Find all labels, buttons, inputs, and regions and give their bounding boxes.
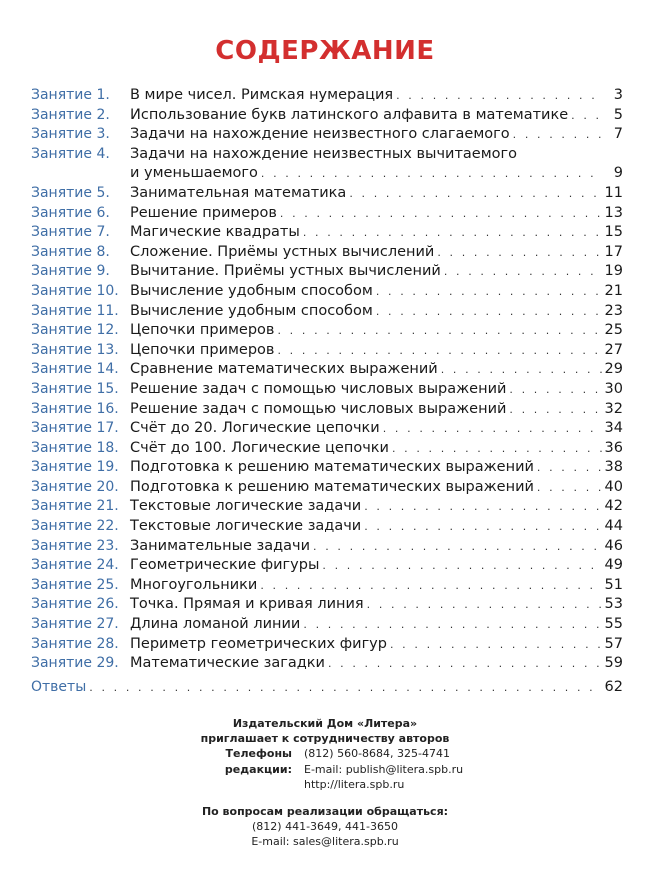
toc-entry-title: Геометрические фигуры xyxy=(130,557,320,574)
dot-leader xyxy=(537,478,602,498)
publisher-footer xyxy=(0,716,650,850)
dot-leader xyxy=(364,497,601,517)
toc-lesson-label: Занятие 1. xyxy=(31,87,110,103)
toc-page-number: 44 xyxy=(604,518,623,535)
toc-entry-title: Подготовка к решению математических выражений xyxy=(130,478,534,495)
toc-lesson-label: Занятие 26. xyxy=(31,596,119,613)
toc-lesson-label: Занятие 21. xyxy=(31,498,119,515)
toc-row xyxy=(31,419,623,439)
toc-lesson-label: Занятие 16. xyxy=(31,400,119,417)
toc-entry-title: Магические квадраты xyxy=(130,224,300,241)
toc-page-number: 32 xyxy=(604,400,623,417)
answers-label: Ответы xyxy=(31,678,87,695)
toc-page-number: 5 xyxy=(613,106,623,123)
dot-leader xyxy=(328,654,602,674)
toc-lesson-label: Занятие 24. xyxy=(31,557,119,574)
toc-entry-title: Решение задач с помощью числовых выражений xyxy=(130,380,507,397)
dot-leader xyxy=(509,400,601,420)
toc-lesson-label: Занятие 6. xyxy=(31,204,110,221)
toc-entry-title: Счёт до 20. Логические цепочки xyxy=(130,420,380,437)
toc-row xyxy=(31,360,623,380)
toc-row xyxy=(31,615,623,635)
toc-row xyxy=(31,184,623,204)
toc-lesson-label: Занятие 23. xyxy=(31,537,119,554)
toc-entry-title: Периметр геометрических фигур xyxy=(130,635,387,652)
dot-leader xyxy=(537,458,602,478)
toc-lesson-label: Занятие 14. xyxy=(31,361,119,378)
sales-email: E-mail: sales@litera.spb.ru xyxy=(251,835,399,849)
dot-leader xyxy=(376,282,602,302)
toc-row xyxy=(31,125,623,145)
toc-row xyxy=(31,595,623,615)
dot-leader xyxy=(571,106,602,126)
toc-entry-title: Текстовые логические задачи xyxy=(130,518,362,535)
dot-leader xyxy=(444,262,602,282)
toc-row xyxy=(31,439,623,459)
toc-entry-title: и уменьшаемого xyxy=(130,165,258,182)
toc-entry-title: Подготовка к решению математических выражений xyxy=(130,459,534,476)
toc-lesson-label: Занятие 7. xyxy=(31,224,110,241)
toc-lesson-label: Занятие 2. xyxy=(31,106,110,123)
toc-lesson-label: Занятие 22. xyxy=(31,518,119,535)
toc-page-number: 40 xyxy=(604,478,623,495)
toc-page-number: 17 xyxy=(604,243,623,260)
publisher-name: Издательский Дом «Литера» xyxy=(232,717,418,730)
dot-leader xyxy=(277,341,601,361)
toc-lesson-label: Занятие 20. xyxy=(31,478,119,495)
toc-page-number: 53 xyxy=(604,596,623,613)
editorial-phones: (812) 560-8684, 325-4741 xyxy=(304,747,450,761)
toc-page-number: 9 xyxy=(613,165,623,182)
toc-lesson-label: Занятие 27. xyxy=(31,616,119,633)
dot-leader xyxy=(313,537,602,557)
toc-entry-title: Математические загадки xyxy=(130,655,325,672)
toc-entry-title: Многоугольники xyxy=(130,576,258,593)
toc-page-number: 30 xyxy=(604,380,623,397)
toc-entry-title: В мире чисел. Римская нумерация xyxy=(130,87,394,103)
toc-row xyxy=(31,321,623,341)
toc-lesson-label: Занятие 8. xyxy=(31,243,110,260)
toc-entry-title: Длина ломаной линии xyxy=(130,616,301,633)
toc-entry-title: Сложение. Приёмы устных вычислений xyxy=(130,243,435,260)
toc-page-number: 3 xyxy=(613,87,623,103)
publisher-invite: приглашает к сотрудничеству авторов xyxy=(200,732,450,746)
toc-entry-title: Счёт до 100. Логические цепочки xyxy=(130,439,389,456)
toc-page-number: 51 xyxy=(604,576,623,593)
dot-leader xyxy=(367,595,602,615)
toc-lesson-label: Занятие 10. xyxy=(31,282,119,299)
toc-lesson-label: Занятие 18. xyxy=(31,439,119,456)
toc-lesson-label: Занятие 11. xyxy=(31,302,119,319)
toc-page-number: 23 xyxy=(604,302,623,319)
dot-leader xyxy=(89,678,601,698)
page-title: СОДЕРЖАНИЕ xyxy=(215,36,435,66)
toc-entry-title: Задачи на нахождение неизвестных вычитаемого xyxy=(130,145,518,162)
publisher-site: http://litera.spb.ru xyxy=(304,777,405,791)
toc-entry-title: Сравнение математических выражений xyxy=(130,361,438,378)
dot-leader xyxy=(303,615,601,635)
toc-lesson-label: Занятие 25. xyxy=(31,576,119,593)
toc-row xyxy=(31,654,623,674)
toc-row xyxy=(31,106,623,126)
toc-entry-title: Цепочки примеров xyxy=(130,322,275,339)
table-of-contents xyxy=(31,86,623,697)
toc-page-number: 57 xyxy=(604,635,623,652)
toc-row xyxy=(31,537,623,557)
toc-lesson-label: Занятие 15. xyxy=(31,380,119,397)
toc-lesson-label: Занятие 4. xyxy=(31,145,110,162)
dot-leader xyxy=(260,576,601,596)
toc-row xyxy=(31,204,623,224)
toc-row xyxy=(31,243,623,263)
dot-leader xyxy=(349,184,601,204)
toc-entry-title: Занимательные задачи xyxy=(130,537,311,554)
toc-row xyxy=(31,497,623,517)
toc-page-number: 25 xyxy=(604,322,623,339)
toc-page-number: 46 xyxy=(604,537,623,554)
toc-lesson-label: Занятие 28. xyxy=(31,635,119,652)
toc-page-number: 11 xyxy=(604,184,623,201)
toc-entry-title: Цепочки примеров xyxy=(130,341,275,358)
toc-page-number: 19 xyxy=(604,263,623,280)
toc-row xyxy=(31,262,623,282)
toc-row xyxy=(31,458,623,478)
toc-entry-title: Вычитание. Приёмы устных вычислений xyxy=(130,263,441,280)
toc-page-number: 49 xyxy=(604,557,623,574)
toc-entry-title: Вычисление удобным способом xyxy=(130,302,373,319)
toc-page-number: 36 xyxy=(604,439,623,456)
toc-row xyxy=(31,282,623,302)
toc-lesson-label: Занятие 13. xyxy=(31,341,119,358)
toc-page-number: 59 xyxy=(604,655,623,672)
toc-lesson-label: Занятие 17. xyxy=(31,420,119,437)
toc-page-number: 21 xyxy=(604,282,623,299)
toc-row xyxy=(31,145,623,184)
toc-row xyxy=(31,223,623,243)
toc-entry-title: Текстовые логические задачи xyxy=(130,498,362,515)
dot-leader xyxy=(322,556,601,576)
toc-entry-title: Вычисление удобным способом xyxy=(130,282,373,299)
toc-page-number: 55 xyxy=(604,616,623,633)
dot-leader xyxy=(392,439,602,459)
toc-lesson-label: Занятие 19. xyxy=(31,459,119,476)
toc-row xyxy=(31,478,623,498)
toc-page-number: 27 xyxy=(604,341,623,358)
toc-lesson-label: Занятие 29. xyxy=(31,655,119,672)
answers-page-number: 62 xyxy=(604,678,623,695)
dot-leader xyxy=(277,321,601,341)
toc-entry-title: Задачи на нахождение неизвестного слагаемого xyxy=(130,126,510,143)
toc-entry-title: Решение задач с помощью числовых выражений xyxy=(130,400,507,417)
toc-page-number: 15 xyxy=(604,224,623,241)
dot-leader xyxy=(390,635,602,655)
toc-row xyxy=(31,635,623,655)
toc-row xyxy=(31,341,623,361)
dot-leader xyxy=(280,204,602,224)
dot-leader xyxy=(261,164,602,184)
toc-row xyxy=(31,556,623,576)
sales-phones: (812) 441-3649, 441-3650 xyxy=(252,820,398,834)
toc-page-number: 42 xyxy=(604,498,623,515)
toc-lesson-label: Занятие 5. xyxy=(31,184,110,201)
editorial-contacts xyxy=(0,746,650,792)
toc-entry-title: Решение примеров xyxy=(130,204,277,221)
editorial-email: E-mail: publish@litera.spb.ru xyxy=(304,762,464,776)
toc-row xyxy=(31,86,623,106)
dot-leader xyxy=(396,86,602,106)
dot-leader xyxy=(383,419,602,439)
dot-leader xyxy=(513,125,602,145)
sales-heading: По вопросам реализации обращаться: xyxy=(201,805,449,819)
phones-label: Телефоны редакции: xyxy=(224,747,292,776)
dot-leader xyxy=(509,380,601,400)
toc-row xyxy=(31,302,623,322)
toc-row xyxy=(31,380,623,400)
toc-row xyxy=(31,576,623,596)
toc-page-number: 13 xyxy=(604,204,623,221)
dot-leader xyxy=(376,302,602,322)
toc-lesson-label: Занятие 9. xyxy=(31,263,110,280)
dot-leader xyxy=(364,517,601,537)
toc-page-number: 7 xyxy=(613,126,623,143)
dot-leader xyxy=(303,223,602,243)
toc-entry-title: Точка. Прямая и кривая линия xyxy=(130,596,364,613)
toc-entry-title: Занимательная математика xyxy=(130,184,347,201)
dot-leader xyxy=(441,360,602,380)
toc-lesson-label: Занятие 12. xyxy=(31,322,119,339)
toc-page-number: 38 xyxy=(604,459,623,476)
toc-row xyxy=(31,517,623,537)
toc-row xyxy=(31,400,623,420)
toc-page-number: 34 xyxy=(604,420,623,437)
toc-answers-row xyxy=(31,678,623,698)
toc-lesson-label: Занятие 3. xyxy=(31,126,110,143)
dot-leader xyxy=(437,243,601,263)
toc-entry-title: Использование букв латинского алфавита в математике xyxy=(130,106,569,123)
toc-page-number: 29 xyxy=(604,361,623,378)
